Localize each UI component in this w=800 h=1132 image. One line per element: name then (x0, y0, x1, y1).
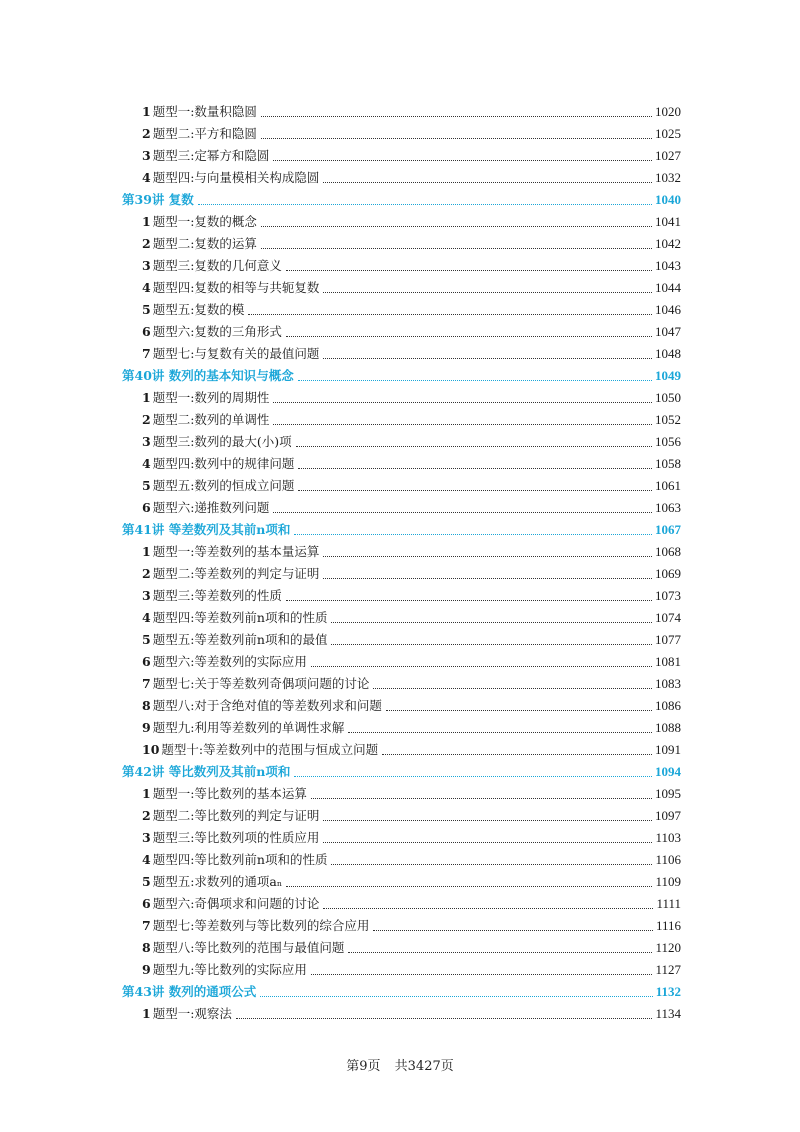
toc-entry-title: 题型五:等差数列前n项和的最值 (152, 632, 328, 647)
dot-leader (348, 951, 652, 953)
toc-section-entry[interactable] (122, 958, 681, 980)
toc-entry-number: 6 (142, 654, 151, 669)
toc-entry-title: 题型二:复数的运算 (152, 236, 257, 251)
toc-entry-number: 7 (142, 676, 151, 691)
toc-chapter-entry[interactable] (122, 364, 681, 386)
toc-section-entry[interactable] (122, 144, 681, 166)
toc-section-entry[interactable] (122, 936, 681, 958)
toc-entry-title: 题型二:数列的单调性 (152, 412, 270, 427)
toc-chapter-entry[interactable] (122, 980, 681, 1002)
toc-entry-title: 题型七:关于等差数列奇偶项问题的讨论 (152, 676, 370, 691)
toc-entry-number: 5 (142, 632, 151, 647)
toc-section-entry[interactable] (122, 298, 681, 320)
toc-entry-number: 1 (142, 1006, 151, 1021)
toc-entry-title: 题型三:数列的最大(小)项 (152, 434, 292, 449)
dot-leader (294, 775, 652, 777)
toc-section-entry[interactable] (122, 738, 681, 760)
toc-chapter-entry[interactable] (122, 760, 681, 782)
toc-entry-number: 6 (142, 500, 151, 515)
table-of-contents (122, 100, 681, 1024)
toc-entry-number: 4 (142, 170, 151, 185)
toc-entry-page-number: 1067 (655, 522, 681, 537)
toc-section-entry[interactable] (122, 496, 681, 518)
toc-entry-title: 题型一:等比数列的基本运算 (152, 786, 307, 801)
toc-entry-number: 3 (142, 830, 151, 845)
dot-leader (286, 269, 652, 271)
toc-section-entry[interactable] (122, 606, 681, 628)
toc-entry-page-number: 1049 (655, 368, 681, 383)
toc-entry-title: 题型一:观察法 (152, 1006, 232, 1021)
dot-leader (331, 621, 652, 623)
dot-leader (373, 687, 652, 689)
dot-leader (373, 929, 653, 931)
toc-section-entry[interactable] (122, 122, 681, 144)
toc-entry-page-number: 1106 (655, 852, 681, 867)
toc-section-entry[interactable] (122, 914, 681, 936)
toc-entry-title: 题型八:等比数列的范围与最值问题 (152, 940, 345, 955)
dot-leader (311, 797, 652, 799)
toc-entry-number: 1 (142, 390, 151, 405)
dot-leader (248, 313, 652, 315)
toc-entry-title: 第43讲 数列的通项公式 (122, 984, 257, 999)
toc-entry-page-number: 1041 (655, 214, 681, 229)
toc-entry-page-number: 1040 (655, 192, 681, 207)
toc-section-entry[interactable] (122, 254, 681, 276)
toc-section-entry[interactable] (122, 210, 681, 232)
dot-leader (348, 731, 652, 733)
toc-entry-page-number: 1052 (655, 412, 681, 427)
toc-entry-title: 题型一:等差数列的基本量运算 (152, 544, 320, 559)
dot-leader (323, 357, 652, 359)
toc-section-entry[interactable] (122, 584, 681, 606)
dot-leader (198, 203, 652, 205)
toc-entry-number: 2 (142, 808, 151, 823)
toc-entry-page-number: 1086 (655, 698, 681, 713)
dot-leader (331, 863, 652, 865)
toc-entry-page-number: 1103 (655, 830, 681, 845)
toc-entry-page-number: 1097 (655, 808, 681, 823)
toc-entry-number: 7 (142, 346, 151, 361)
toc-entry-number: 9 (142, 720, 151, 735)
toc-entry-page-number: 1027 (655, 148, 681, 163)
toc-entry-page-number: 1091 (655, 742, 681, 757)
toc-entry-page-number: 1061 (655, 478, 681, 493)
toc-entry-page-number: 1025 (655, 126, 681, 141)
toc-entry-number: 4 (142, 456, 151, 471)
toc-section-entry[interactable] (122, 408, 681, 430)
toc-entry-title: 题型三:等差数列的性质 (152, 588, 282, 603)
toc-entry-page-number: 1050 (655, 390, 681, 405)
toc-entry-page-number: 1120 (655, 940, 681, 955)
dot-leader (261, 225, 652, 227)
toc-section-entry[interactable] (122, 848, 681, 870)
toc-entry-page-number: 1043 (655, 258, 681, 273)
toc-section-entry[interactable] (122, 782, 681, 804)
toc-entry-number: 3 (142, 148, 151, 163)
dot-leader (323, 555, 652, 557)
toc-entry-number: 3 (142, 588, 151, 603)
toc-entry-page-number: 1069 (655, 566, 681, 581)
toc-entry-page-number: 1083 (655, 676, 681, 691)
toc-entry-title: 题型二:等比数列的判定与证明 (152, 808, 320, 823)
dot-leader (273, 511, 652, 513)
toc-entry-title: 题型三:复数的几何意义 (152, 258, 282, 273)
toc-chapter-entry[interactable] (122, 518, 681, 540)
current-page-label: 第9页 (346, 1059, 381, 1074)
dot-leader (386, 709, 652, 711)
toc-section-entry[interactable] (122, 694, 681, 716)
toc-entry-number: 2 (142, 412, 151, 427)
toc-entry-number: 10 (142, 742, 160, 757)
toc-entry-number: 7 (142, 918, 151, 933)
toc-entry-number: 5 (142, 302, 151, 317)
dot-leader (296, 445, 652, 447)
toc-section-entry[interactable] (122, 430, 681, 452)
toc-entry-title: 第41讲 等差数列及其前n项和 (122, 522, 291, 537)
toc-entry-number: 8 (142, 940, 151, 955)
toc-section-entry[interactable] (122, 276, 681, 298)
toc-section-entry[interactable] (122, 342, 681, 364)
dot-leader (323, 819, 652, 821)
toc-entry-number: 2 (142, 236, 151, 251)
toc-entry-title: 题型四:数列中的规律问题 (152, 456, 295, 471)
toc-chapter-entry[interactable] (122, 188, 681, 210)
toc-entry-number: 2 (142, 566, 151, 581)
dot-leader (294, 533, 652, 535)
toc-section-entry[interactable] (122, 716, 681, 738)
dot-leader (273, 159, 652, 161)
toc-entry-title: 题型五:复数的模 (152, 302, 245, 317)
toc-entry-number: 9 (142, 962, 151, 977)
toc-section-entry[interactable] (122, 474, 681, 496)
dot-leader (286, 335, 652, 337)
toc-entry-page-number: 1109 (655, 874, 681, 889)
toc-entry-page-number: 1044 (655, 280, 681, 295)
dot-leader (311, 973, 653, 975)
dot-leader (382, 753, 652, 755)
toc-section-entry[interactable] (122, 804, 681, 826)
toc-entry-number: 5 (142, 478, 151, 493)
toc-entry-page-number: 1068 (655, 544, 681, 559)
toc-entry-number: 1 (142, 214, 151, 229)
dot-leader (323, 181, 652, 183)
toc-section-entry[interactable] (122, 452, 681, 474)
toc-entry-number: 4 (142, 280, 151, 295)
toc-entry-page-number: 1032 (655, 170, 681, 185)
toc-entry-page-number: 1056 (655, 434, 681, 449)
dot-leader (260, 995, 652, 997)
toc-entry-number: 3 (142, 434, 151, 449)
dot-leader (236, 1017, 653, 1019)
toc-entry-title: 题型六:递推数列问题 (152, 500, 270, 515)
toc-entry-title: 题型二:平方和隐圆 (152, 126, 257, 141)
dot-leader (323, 291, 652, 293)
toc-entry-number: 1 (142, 104, 151, 119)
toc-entry-page-number: 1020 (655, 104, 681, 119)
toc-entry-title: 题型三:等比数列项的性质应用 (152, 830, 320, 845)
toc-section-entry[interactable] (122, 166, 681, 188)
toc-section-entry[interactable] (122, 826, 681, 848)
total-pages-label: 共3427页 (394, 1059, 454, 1074)
toc-entry-title: 题型一:复数的概念 (152, 214, 257, 229)
toc-entry-number: 4 (142, 610, 151, 625)
toc-entry-page-number: 1116 (655, 918, 681, 933)
dot-leader (298, 467, 652, 469)
toc-entry-title: 题型三:定幂方和隐圆 (152, 148, 270, 163)
toc-entry-page-number: 1058 (655, 456, 681, 471)
dot-leader (261, 115, 652, 117)
toc-section-entry[interactable] (122, 1002, 681, 1024)
toc-entry-page-number: 1063 (655, 500, 681, 515)
toc-entry-number: 6 (142, 896, 151, 911)
dot-leader (311, 665, 652, 667)
toc-entry-title: 题型四:等差数列前n项和的性质 (152, 610, 328, 625)
toc-entry-number: 2 (142, 126, 151, 141)
toc-entry-title: 题型四:等比数列前n项和的性质 (152, 852, 328, 867)
toc-entry-page-number: 1074 (655, 610, 681, 625)
toc-entry-page-number: 1047 (655, 324, 681, 339)
toc-entry-title: 题型九:利用等差数列的单调性求解 (152, 720, 345, 735)
page-footer (0, 1055, 800, 1074)
toc-entry-title: 题型七:与复数有关的最值问题 (152, 346, 320, 361)
toc-section-entry[interactable] (122, 628, 681, 650)
toc-entry-page-number: 1077 (655, 632, 681, 647)
toc-entry-page-number: 1127 (655, 962, 681, 977)
dot-leader (331, 643, 652, 645)
toc-entry-number: 3 (142, 258, 151, 273)
toc-entry-number: 1 (142, 786, 151, 801)
dot-leader (323, 907, 653, 909)
toc-entry-title: 题型六:复数的三角形式 (152, 324, 282, 339)
toc-entry-title: 题型四:复数的相等与共轭复数 (152, 280, 320, 295)
toc-section-entry[interactable] (122, 232, 681, 254)
toc-entry-title: 题型一:数列的周期性 (152, 390, 270, 405)
toc-entry-page-number: 1088 (655, 720, 681, 735)
toc-entry-page-number: 1046 (655, 302, 681, 317)
toc-entry-title: 题型六:等差数列的实际应用 (152, 654, 307, 669)
dot-leader (273, 423, 652, 425)
toc-section-entry[interactable] (122, 540, 681, 562)
dot-leader (273, 401, 652, 403)
toc-section-entry[interactable] (122, 562, 681, 584)
toc-section-entry[interactable] (122, 650, 681, 672)
toc-entry-title: 题型九:等比数列的实际应用 (152, 962, 307, 977)
toc-section-entry[interactable] (122, 870, 681, 892)
toc-entry-page-number: 1111 (656, 896, 681, 911)
toc-entry-title: 第39讲 复数 (122, 192, 194, 207)
toc-entry-title: 第40讲 数列的基本知识与概念 (122, 368, 294, 383)
dot-leader (323, 577, 652, 579)
toc-section-entry[interactable] (122, 320, 681, 342)
toc-entry-title: 题型八:对于含绝对值的等差数列求和问题 (152, 698, 382, 713)
toc-entry-number: 8 (142, 698, 151, 713)
toc-entry-page-number: 1042 (655, 236, 681, 251)
toc-entry-title: 题型一:数量积隐圆 (152, 104, 257, 119)
toc-entry-title: 题型七:等差数列与等比数列的综合应用 (152, 918, 370, 933)
dot-leader (286, 599, 652, 601)
dot-leader (298, 489, 652, 491)
toc-entry-page-number: 1048 (655, 346, 681, 361)
toc-entry-number: 5 (142, 874, 151, 889)
toc-entry-title: 题型六:奇偶项求和问题的讨论 (152, 896, 320, 911)
dot-leader (298, 379, 652, 381)
toc-entry-number: 1 (142, 544, 151, 559)
toc-section-entry[interactable] (122, 672, 681, 694)
toc-entry-page-number: 1134 (655, 1006, 681, 1021)
dot-leader (286, 885, 652, 887)
dot-leader (323, 841, 652, 843)
toc-entry-title: 题型五:数列的恒成立问题 (152, 478, 295, 493)
toc-section-entry[interactable] (122, 892, 681, 914)
toc-entry-page-number: 1095 (655, 786, 681, 801)
toc-entry-page-number: 1081 (655, 654, 681, 669)
toc-entry-title: 题型十:等差数列中的范围与恒成立问题 (161, 742, 379, 757)
toc-entry-title: 题型五:求数列的通项aₙ (152, 874, 283, 889)
dot-leader (261, 247, 652, 249)
toc-entry-page-number: 1073 (655, 588, 681, 603)
toc-section-entry[interactable] (122, 100, 681, 122)
dot-leader (261, 137, 652, 139)
toc-entry-page-number: 1132 (655, 984, 681, 999)
toc-entry-title: 题型四:与向量模相关构成隐圆 (152, 170, 320, 185)
toc-entry-title: 第42讲 等比数列及其前n项和 (122, 764, 291, 779)
toc-entry-title: 题型二:等差数列的判定与证明 (152, 566, 320, 581)
toc-entry-number: 4 (142, 852, 151, 867)
toc-section-entry[interactable] (122, 386, 681, 408)
toc-entry-number: 6 (142, 324, 151, 339)
toc-entry-page-number: 1094 (655, 764, 681, 779)
